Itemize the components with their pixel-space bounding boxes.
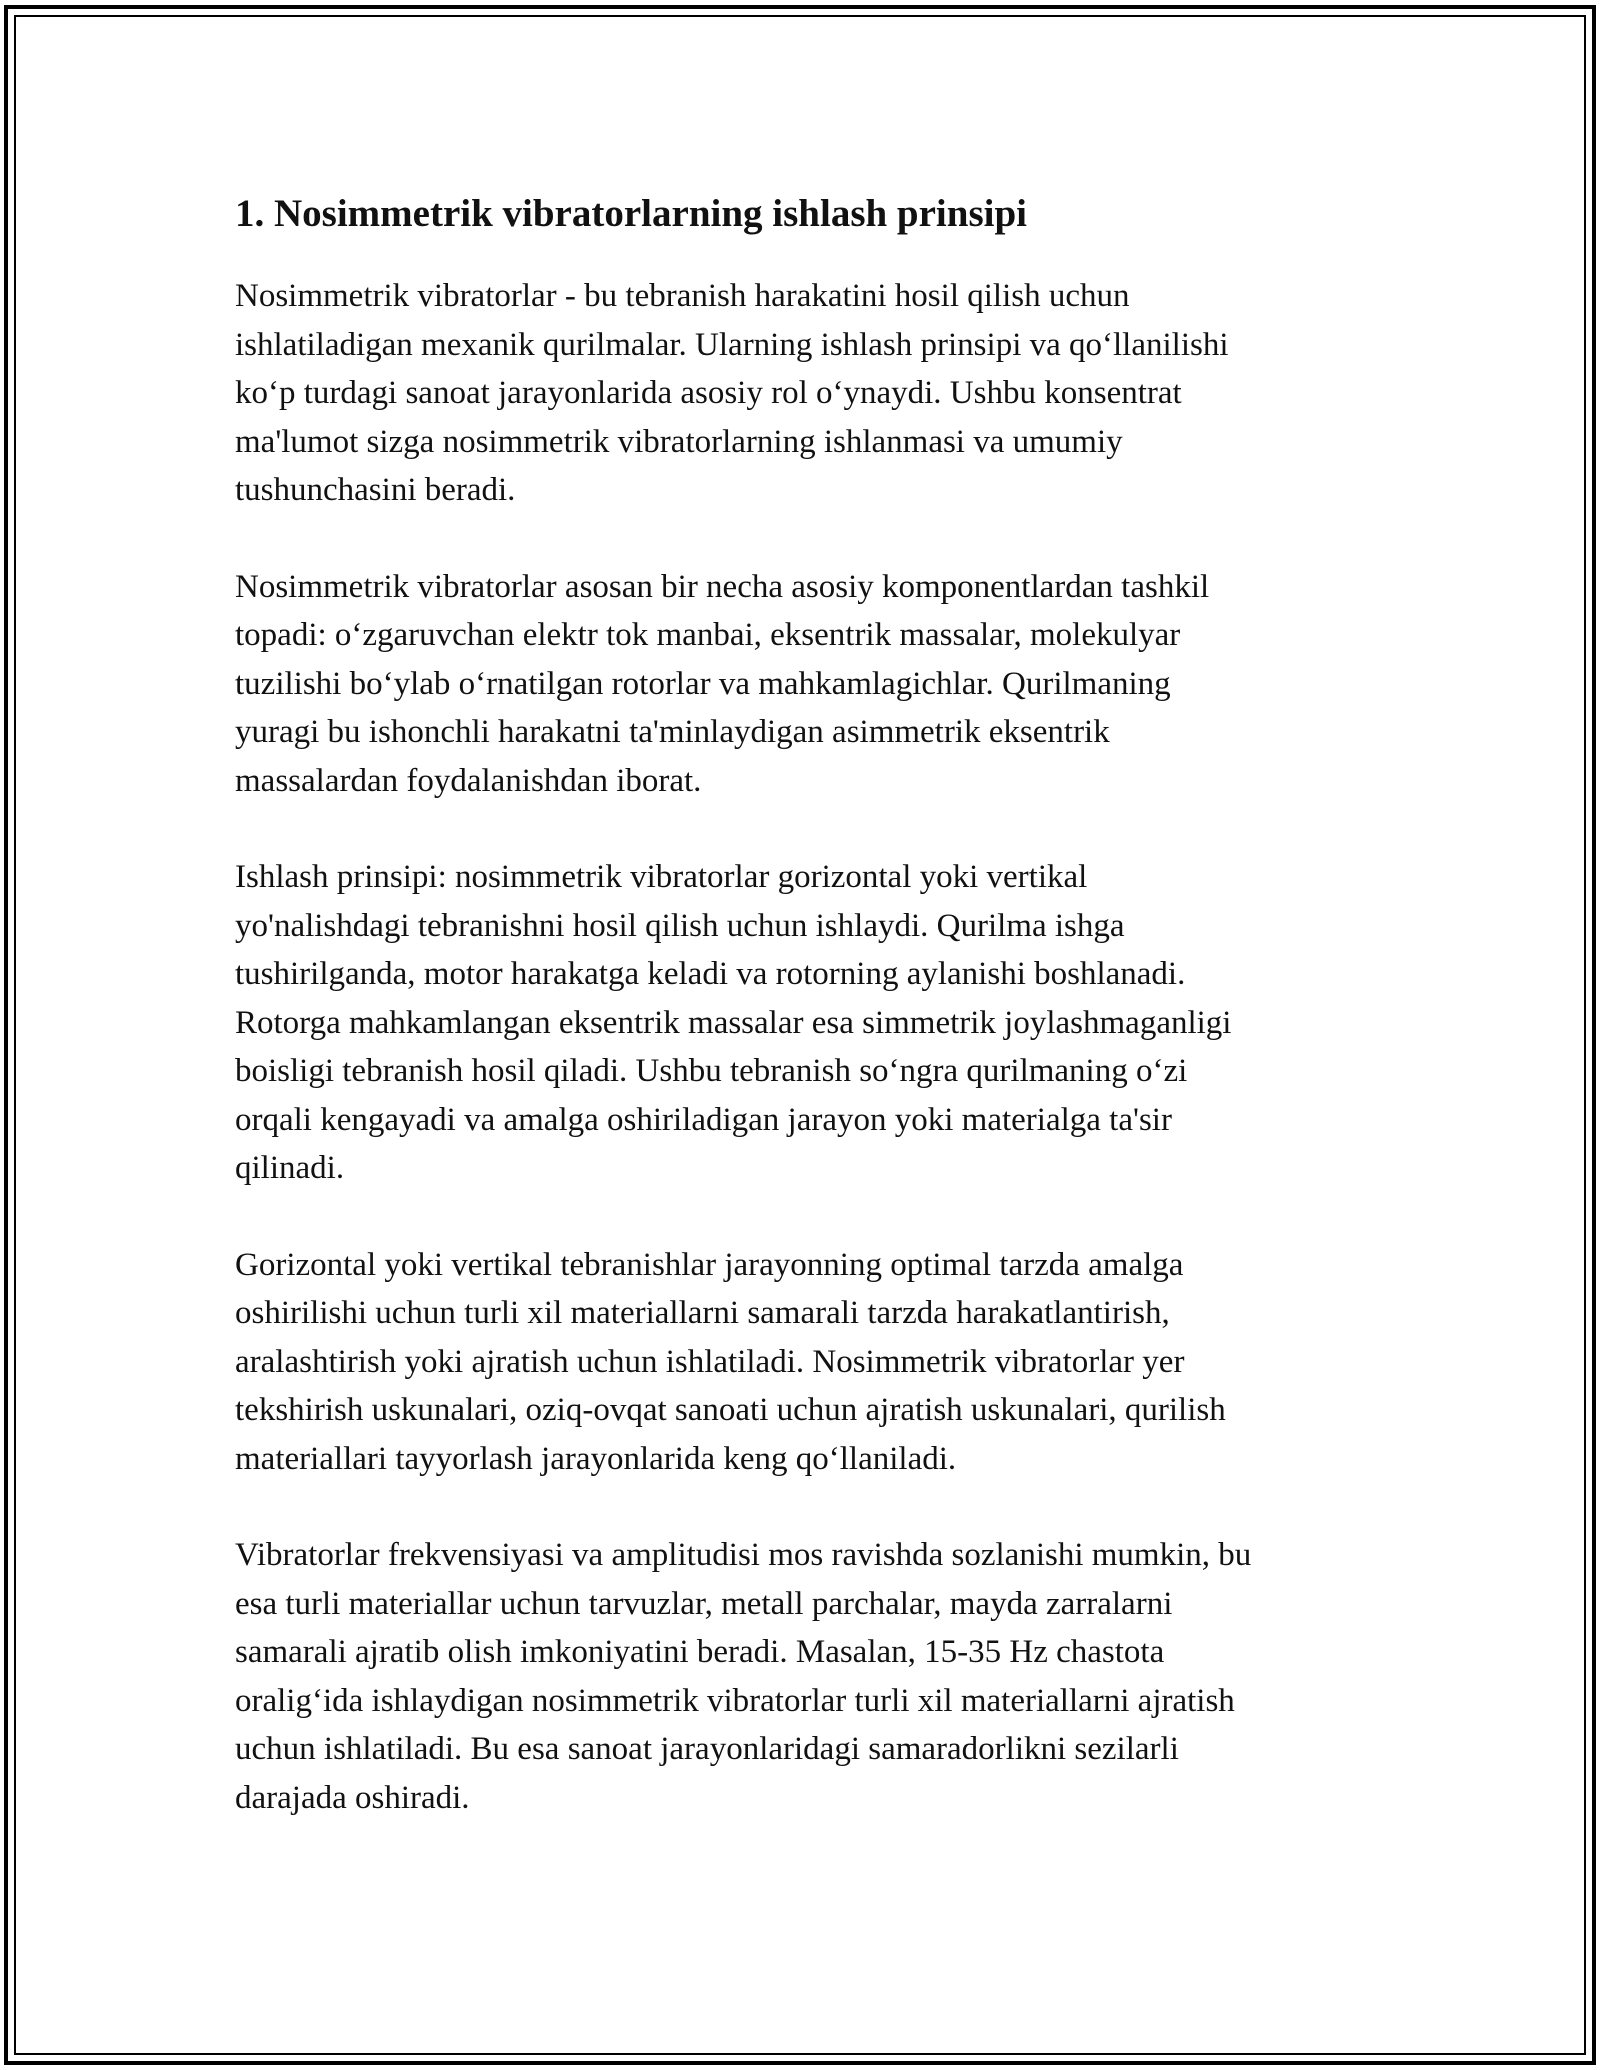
text-line: Nosimmetrik vibratorlar - bu tebranish harakatini hosil qilish uchun <box>235 278 1130 314</box>
document-content <box>235 188 1385 1870</box>
text-line: Rotorga mahkamlangan eksentrik massalar esa simmetrik joylashmaganligi <box>235 1004 1232 1041</box>
text-line: Gorizontal yoki vertikal tebranishlar jarayonning optimal tarzda amalga <box>235 1246 1184 1283</box>
text-line: tuzilishi bo‘ylab o‘rnatilgan rotorlar va mahkamlagichlar. Qurilmaning <box>235 665 1171 702</box>
text-line: Ishlash prinsipi: nosimmetrik vibratorlar gorizontal yoki vertikal <box>235 859 1088 895</box>
paragraph-components <box>235 563 1385 806</box>
text-line: uchun ishlatiladi. Bu esa sanoat jarayonlaridagi samaradorlikni sezilarli <box>235 1731 1179 1767</box>
text-line: topadi: o‘zgaruvchan elektr tok manbai, eksentrik massalar, molekulyar <box>235 617 1181 653</box>
text-line: qilinadi. <box>235 1150 345 1186</box>
section-heading: 1. Nosimmetrik vibratorlarning ishlash prinsipi <box>235 192 1027 235</box>
paragraph-frequency <box>235 1531 1385 1822</box>
text-line: yo'nalishdagi tebranishni hosil qilish uchun ishlaydi. Qurilma ishga <box>235 907 1125 944</box>
text-line: Nosimmetrik vibratorlar asosan bir necha asosiy komponentlardan tashkil <box>235 568 1210 605</box>
text-line: massalardan foydalanishdan iborat. <box>235 762 702 799</box>
paragraph-intro <box>235 272 1385 515</box>
text-line: yuragi bu ishonchli harakatni ta'minlaydigan asimmetrik eksentrik <box>235 714 1110 750</box>
text-line: darajada oshiradi. <box>235 1779 470 1816</box>
text-line: tushirilganda, motor harakatga keladi va rotorning aylanishi boshlanadi. <box>235 956 1186 992</box>
text-line: Vibratorlar frekvensiyasi va amplitudisi mos ravishda sozlanishi mumkin, bu <box>235 1537 1252 1573</box>
text-line: orqali kengayadi va amalga oshiriladigan jarayon yoki materialga ta'sir <box>235 1101 1172 1138</box>
text-line: ma'lumot sizga nosimmetrik vibratorlarning ishlanmasi va umumiy <box>235 423 1123 460</box>
text-line: boisligi tebranish hosil qiladi. Ushbu tebranish so‘ngra qurilmaning o‘zi <box>235 1053 1188 1089</box>
text-line: aralashtirish yoki ajratish uchun ishlatiladi. Nosimmetrik vibratorlar yer <box>235 1343 1185 1380</box>
paragraph-applications <box>235 1241 1385 1484</box>
text-line: samarali ajratib olish imkoniyatini beradi. Masalan, 15-35 Hz chastota <box>235 1634 1165 1670</box>
text-line: ko‘p turdagi sanoat jarayonlarida asosiy rol o‘ynaydi. Ushbu konsentrat <box>235 375 1182 411</box>
text-line: materiallari tayyorlash jarayonlarida keng qo‘llaniladi. <box>235 1440 957 1477</box>
paragraph-working-principle <box>235 853 1385 1193</box>
text-line: oshirilishi uchun turli xil materiallarni samarali tarzda harakatlantirish, <box>235 1295 1170 1331</box>
text-line: oralig‘ida ishlaydigan nosimmetrik vibratorlar turli xil materiallarni ajratish <box>235 1682 1235 1719</box>
text-line: ishlatiladigan mexanik qurilmalar. Ularning ishlash prinsipi va qo‘llanilishi <box>235 326 1229 363</box>
text-line: esa turli materiallar uchun tarvuzlar, metall parchalar, mayda zarralarni <box>235 1585 1173 1622</box>
text-line: tushunchasini beradi. <box>235 472 516 508</box>
text-line: tekshirish uskunalari, oziq-ovqat sanoati uchun ajratish uskunalari, qurilish <box>235 1392 1226 1428</box>
